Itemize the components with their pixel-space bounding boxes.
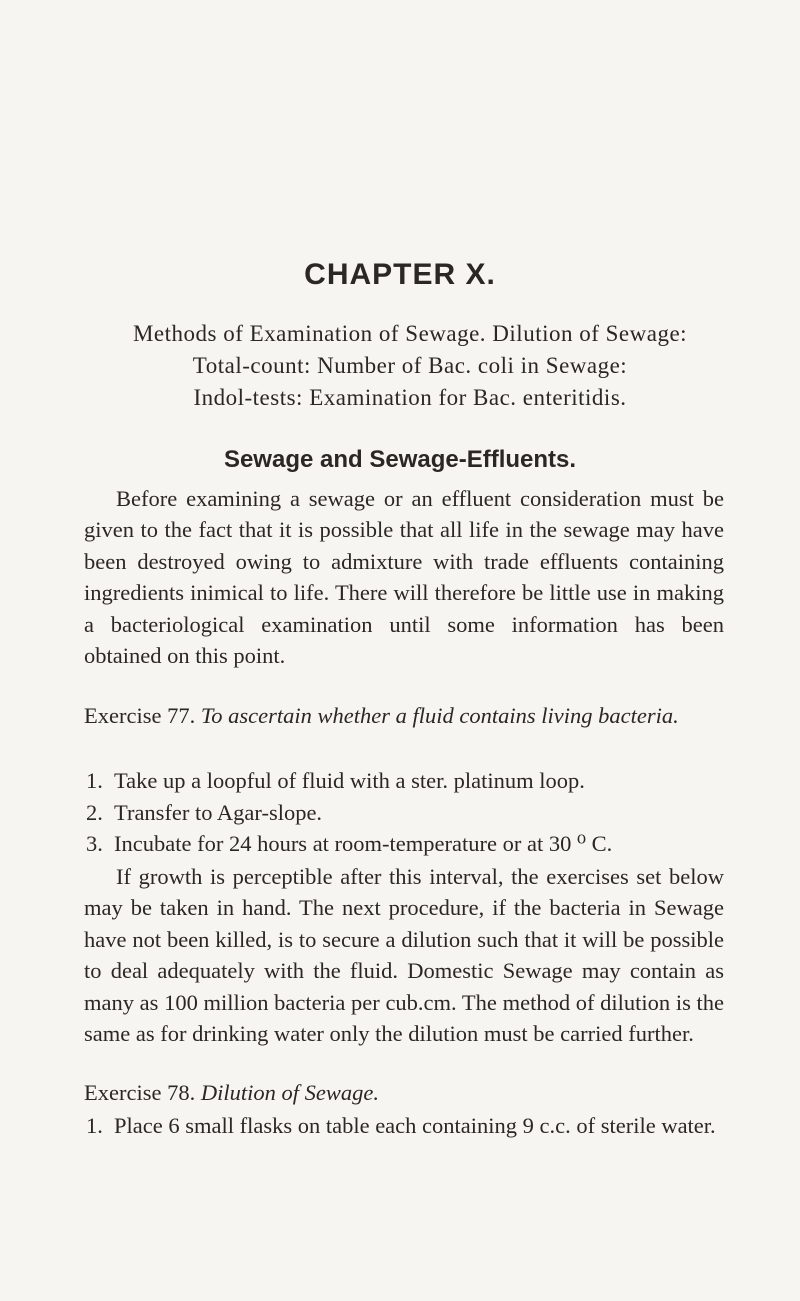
intro-paragraph: Before examining a sewage or an effluent consideration must be given to the fact that it is possible that all life in the sewage may have been destroyed owing to admixture with trade effluents containing ingredients inimical to life. There will therefore be little use in making a bacteriological examination until some information has been obtained on this point. bbox=[84, 486, 724, 669]
summary-line: Indol-tests: Examination for Bac. enteritidis. bbox=[193, 385, 627, 410]
step-number: 2. bbox=[86, 800, 103, 825]
step-number: 3. bbox=[86, 831, 103, 856]
chapter-summary bbox=[110, 318, 710, 414]
chapter-title: CHAPTER X. bbox=[304, 258, 496, 291]
section-heading: Sewage and Sewage-Effluents. bbox=[223, 446, 577, 473]
exercise-77-step bbox=[86, 828, 724, 859]
exercise-77-step bbox=[86, 765, 724, 796]
exercise-label: Exercise 77. bbox=[84, 703, 196, 728]
exercise-78-heading bbox=[84, 1077, 724, 1108]
step-text: Take up a loopful of fluid with a ster. platinum loop. bbox=[114, 768, 585, 793]
exercise-77-step bbox=[86, 797, 724, 828]
summary-line: Total-count: Number of Bac. coli in Sewage: bbox=[192, 353, 628, 378]
step-text: Transfer to Agar-slope. bbox=[114, 800, 323, 825]
exercise-title: To ascertain whether a fluid contains living bacteria. bbox=[200, 703, 679, 728]
followup-paragraph: If growth is perceptible after this interval, the exercises set below may be taken in hand. The next procedure, if the bacteria in Sewage have not been killed, is to secure a dilution such that it will be possible to deal adequately with the fluid. Domestic Sewage may contain as many as 100 million bacteria per cub.cm. The method of dilution is the same as for drinking water only the dilution must be carried further. bbox=[84, 864, 724, 1047]
step-text: Place 6 small flasks on table each containing 9 c.c. of sterile water. bbox=[114, 1113, 716, 1138]
step-text: Incubate for 24 hours at room-temperature or at 30 ⁰ C. bbox=[114, 831, 613, 856]
step-number: 1. bbox=[86, 1113, 103, 1138]
summary-line: Methods of Examination of Sewage. Dilution of Sewage: bbox=[132, 321, 688, 346]
step-number: 1. bbox=[86, 768, 103, 793]
exercise-label: Exercise 78. bbox=[84, 1080, 196, 1105]
exercise-78-step bbox=[86, 1110, 724, 1141]
exercise-77-heading bbox=[84, 700, 724, 731]
exercise-title: Dilution of Sewage. bbox=[200, 1080, 379, 1105]
